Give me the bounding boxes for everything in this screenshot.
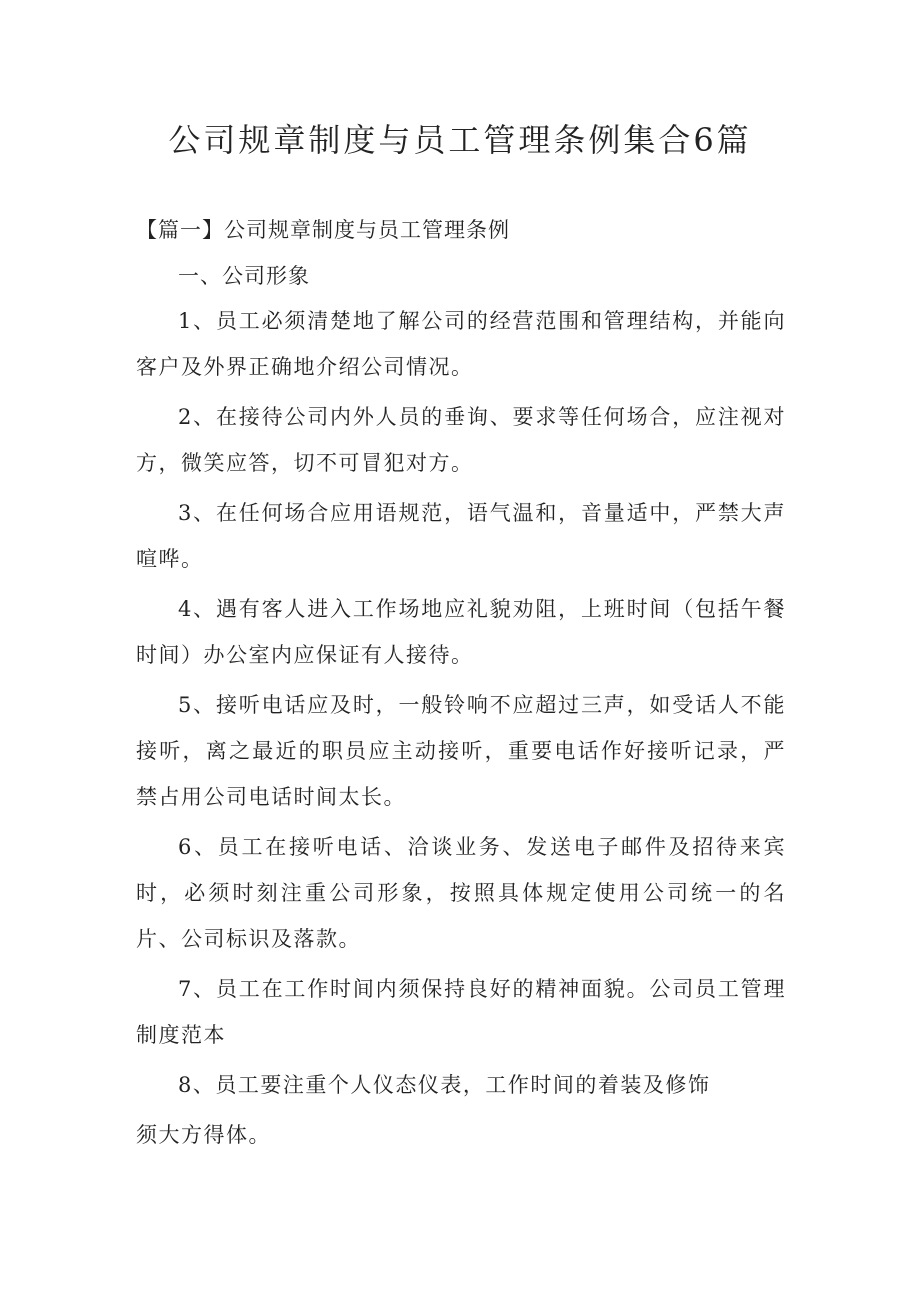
paragraph-5: 5、接听电话应及时，一般铃响不应超过三声，如受话人不能接听，离之最近的职员应主动接听，重要电话作好接听记录，严禁占用公司电话时间太长。 <box>136 693 786 809</box>
paragraph-2: 2、在接待公司内外人员的垂询、要求等任何场合，应注视对方，微笑应答，切不可冒犯对方。 <box>136 405 786 475</box>
paragraph-8: 8、员工要注重个人仪态仪表，工作时间的着装及修饰 <box>178 1073 711 1097</box>
paragraph-8-continuation: 须大方得体。 <box>136 1123 271 1147</box>
section-title: 【篇一】公司规章制度与员工管理条例 <box>136 218 510 242</box>
paragraph-1: 1、员工必须清楚地了解公司的经营范围和管理结构，并能向客户及外界正确地介绍公司情况。 <box>136 309 786 379</box>
paragraph-7: 7、员工在工作时间内须保持良好的精神面貌。公司员工管理制度范本 <box>136 977 786 1047</box>
paragraph-6: 6、员工在接听电话、洽谈业务、发送电子邮件及招待来宾时，必须时刻注重公司形象，按照具体规定使用公司统一的名片、公司标识及落款。 <box>136 835 786 951</box>
paragraph-4: 4、遇有客人进入工作场地应礼貌劝阻，上班时间（包括午餐时间）办公室内应保证有人接待。 <box>136 597 786 667</box>
subheading: 一、公司形象 <box>178 264 310 288</box>
document-title: 公司规章制度与员工管理条例集合6篇 <box>168 121 752 159</box>
paragraph-3: 3、在任何场合应用语规范，语气温和，音量适中，严禁大声喧哗。 <box>136 501 786 571</box>
document-body <box>136 210 786 1162</box>
